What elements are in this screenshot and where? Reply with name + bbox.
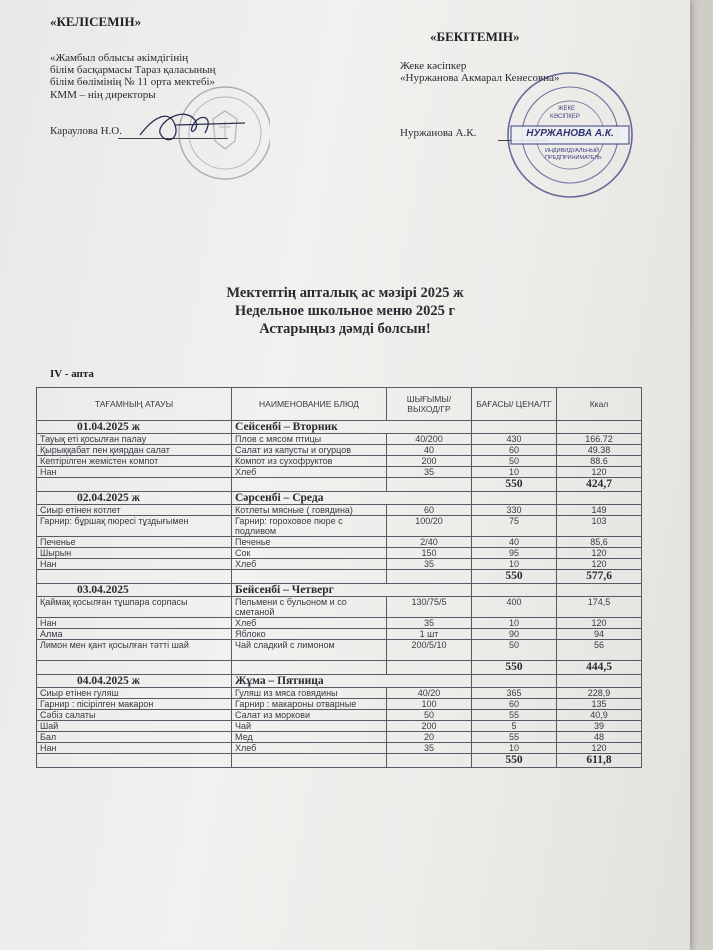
day-spacer [472,675,557,688]
approval-left-line: білім басқармасы Тараз қаласының [50,64,216,76]
dish-name-ru: Салат из моркови [232,710,387,721]
dish-kcal: 174,5 [557,597,642,618]
dish-price: 95 [472,548,557,559]
stamp-text: ЖЕКЕ [558,106,576,112]
dish-kcal: 228,9 [557,688,642,699]
dish-name-kz: Бал [37,732,232,743]
table-header-row [37,388,642,421]
stamp-text: ПРЕДПРИНИМАТЕЛЬ [545,155,602,161]
dish-name-ru: Хлеб [232,743,387,754]
stamp-text: КӘСІПКЕР [550,114,580,120]
day-spacer [472,584,557,597]
dish-kcal: 120 [557,743,642,754]
dish-kcal: 88.6 [557,456,642,467]
dish-name-kz: Печенье [37,537,232,548]
day-name: Жұма – Пятница [232,675,472,688]
dish-name-ru: Гарнир : макароны отварные [232,699,387,710]
day-total-kcal: 611,8 [557,754,642,768]
total-spacer [37,570,232,584]
title-wish: Астарыңыз дәмді болсын! [259,321,431,337]
dish-name-ru: Чай [232,721,387,732]
dish-name-kz: Алма [37,629,232,640]
day-header-row [37,492,642,505]
dish-price: 60 [472,699,557,710]
dish-price: 75 [472,516,557,537]
dish-kcal: 85,6 [557,537,642,548]
dish-name-ru: Гарнир: гороховое пюре с подливом [232,516,387,537]
approval-right-title: «БЕКІТЕМІН» [430,29,520,44]
total-spacer [387,754,472,768]
dish-kcal: 56 [557,640,642,661]
menu-item-row [37,721,642,732]
total-spacer [387,478,472,492]
entrepreneur-stamp [505,70,635,200]
dish-price: 55 [472,710,557,721]
dish-name-ru: Компот из сухофруктов [232,456,387,467]
dish-name-ru: Хлеб [232,467,387,478]
dish-yield: 35 [387,743,472,754]
dish-name-kz: Сәбіз салаты [37,710,232,721]
dish-name-kz: Тауық еті қосылған палау [37,434,232,445]
dish-yield: 200/5/10 [387,640,472,661]
day-header-row [37,421,642,434]
dish-yield: 35 [387,618,472,629]
dish-yield: 1 шт [387,629,472,640]
dish-price: 330 [472,505,557,516]
menu-item-row [37,516,642,537]
dish-name-kz: Лимон мен қант қосылған тәтті шай [37,640,232,661]
dish-name-kz: Қырыққабат пен қиярдан салат [37,445,232,456]
dish-name-ru: Котлеты мясные ( говядина) [232,505,387,516]
day-date: 01.04.2025 ж [37,421,232,434]
day-spacer [472,492,557,505]
day-header-row [37,675,642,688]
week-label: IV - апта [50,368,94,380]
menu-table [36,387,642,768]
dish-name-kz: Кептірілген жемістен компот [37,456,232,467]
dish-yield: 60 [387,505,472,516]
day-total-price: 550 [472,754,557,768]
day-date: 04.04.2025 ж [37,675,232,688]
dish-name-ru: Салат из капусты и огурцов [232,445,387,456]
dish-kcal: 120 [557,548,642,559]
dish-yield: 35 [387,467,472,478]
dish-kcal: 149 [557,505,642,516]
dish-yield: 130/75/5 [387,597,472,618]
menu-item-row [37,559,642,570]
dish-yield: 200 [387,456,472,467]
stamp-name: НУРЖАНОВА А.К. [526,128,614,139]
menu-item-row [37,467,642,478]
total-spacer [232,661,387,675]
header-kcal: Ккал [557,388,642,421]
dish-kcal: 40,9 [557,710,642,721]
day-total-price: 550 [472,478,557,492]
day-name: Сейсенбі – Вторник [232,421,472,434]
dish-name-ru: Мед [232,732,387,743]
dish-kcal: 166.72 [557,434,642,445]
dish-name-ru: Чай сладкий с лимоном [232,640,387,661]
approval-left-line: «Жамбыл облысы әкімдігінің [50,52,189,64]
approval-right-line: «Нуржанова Акмарал Кенесовна» [400,72,560,84]
total-spacer [232,570,387,584]
dish-kcal: 49.38 [557,445,642,456]
approval-left-line: білім бөлімінің № 11 орта мектебі» [50,76,216,88]
menu-item-row [37,618,642,629]
day-spacer [557,421,642,434]
dish-kcal: 48 [557,732,642,743]
title-ru: Недельное школьное меню 2025 г [234,303,456,319]
dish-kcal: 120 [557,467,642,478]
day-header-row [37,584,642,597]
dish-kcal: 39 [557,721,642,732]
dish-price: 50 [472,640,557,661]
header-name-ru: НАИМЕНОВАНИЕ БЛЮД [232,388,387,421]
menu-item-row [37,629,642,640]
menu-item-row [37,732,642,743]
dish-name-ru: Яблоко [232,629,387,640]
dish-name-kz: Нан [37,618,232,629]
menu-item-row [37,688,642,699]
dish-name-ru: Хлеб [232,618,387,629]
dish-yield: 40/200 [387,434,472,445]
total-spacer [232,754,387,768]
total-spacer [37,478,232,492]
menu-item-row [37,548,642,559]
dish-name-ru: Сок [232,548,387,559]
header-price: БАҒАСЫ/ ЦЕНА/ТГ [472,388,557,421]
dish-name-kz: Нан [37,467,232,478]
approval-right-line: Жеке кәсіпкер [400,60,467,72]
dish-yield: 2/40 [387,537,472,548]
total-spacer [232,478,387,492]
dish-kcal: 103 [557,516,642,537]
total-spacer [37,754,232,768]
total-spacer [37,661,232,675]
menu-item-row [37,597,642,618]
day-spacer [472,421,557,434]
dish-name-kz: Гарнир: бұршақ пюресі тұздығымен [37,516,232,537]
approval-left-title: «КЕЛІСЕМІН» [50,14,142,29]
dish-price: 430 [472,434,557,445]
dish-yield: 150 [387,548,472,559]
dish-kcal: 94 [557,629,642,640]
menu-item-row [37,505,642,516]
dish-name-kz: Нан [37,559,232,570]
dish-name-kz: Шай [37,721,232,732]
dish-yield: 40 [387,445,472,456]
dish-price: 60 [472,445,557,456]
dish-price: 40 [472,537,557,548]
dish-kcal: 135 [557,699,642,710]
dish-price: 55 [472,732,557,743]
header-name-kz: ТАҒАМНЫҢ АТАУЫ [37,388,232,421]
dish-price: 10 [472,467,557,478]
menu-body [37,421,642,768]
dish-name-kz: Сиыр етінен котлет [37,505,232,516]
day-total-kcal: 444,5 [557,661,642,675]
day-name: Бейсенбі – Четверг [232,584,472,597]
dish-price: 10 [472,743,557,754]
day-date: 02.04.2025 ж [37,492,232,505]
day-total-kcal: 577,6 [557,570,642,584]
dish-yield: 20 [387,732,472,743]
total-spacer [387,661,472,675]
menu-item-row [37,537,642,548]
day-total-row [37,570,642,584]
total-spacer [387,570,472,584]
menu-item-row [37,710,642,721]
dish-name-ru: Хлеб [232,559,387,570]
dish-price: 365 [472,688,557,699]
dish-yield: 100/20 [387,516,472,537]
menu-item-row [37,699,642,710]
dish-price: 5 [472,721,557,732]
dish-yield: 40/20 [387,688,472,699]
dish-name-kz: Шырын [37,548,232,559]
school-seal-and-signature [135,75,270,185]
day-spacer [557,584,642,597]
title-kz: Мектептің апталық ас мәзірі 2025 ж [226,285,464,301]
dish-name-ru: Гуляш из мяса говядины [232,688,387,699]
menu-item-row [37,456,642,467]
dish-kcal: 120 [557,618,642,629]
dish-name-kz: Қаймақ қосылған тұшпара сорпасы [37,597,232,618]
dish-price: 400 [472,597,557,618]
dish-price: 90 [472,629,557,640]
day-spacer [557,675,642,688]
menu-item-row [37,434,642,445]
approval-left-line: КММ – нің директоры [50,89,156,101]
dish-name-kz: Гарнир : пісірілген макарон [37,699,232,710]
day-total-kcal: 424,7 [557,478,642,492]
day-total-row [37,754,642,768]
dish-name-ru: Пельмени с бульоном и со сметаной [232,597,387,618]
menu-item-row [37,743,642,754]
dish-kcal: 120 [557,559,642,570]
day-total-row [37,478,642,492]
dish-name-ru: Печенье [232,537,387,548]
stamp-text: ИНДИВИДУАЛЬНЫЙ [545,148,599,154]
dish-name-ru: Плов с мясом птицы [232,434,387,445]
day-date: 03.04.2025 [37,584,232,597]
dish-price: 10 [472,618,557,629]
header-yield: ШЫҒЫМЫ/ ВЫХОД/ГР [387,388,472,421]
dish-yield: 200 [387,721,472,732]
dish-name-kz: Нан [37,743,232,754]
dish-price: 10 [472,559,557,570]
dish-yield: 50 [387,710,472,721]
dish-yield: 100 [387,699,472,710]
approval-left-signatory: Караулова Н.О. [50,125,122,137]
menu-item-row [37,445,642,456]
day-total-price: 550 [472,570,557,584]
menu-item-row [37,640,642,661]
day-total-row [37,661,642,675]
dish-name-kz: Сиыр етінен гуляш [37,688,232,699]
approval-right-signatory: Нуржанова А.К. [400,127,477,139]
dish-price: 50 [472,456,557,467]
dish-yield: 35 [387,559,472,570]
day-total-price: 550 [472,661,557,675]
day-spacer [557,492,642,505]
day-name: Сәрсенбі – Среда [232,492,472,505]
